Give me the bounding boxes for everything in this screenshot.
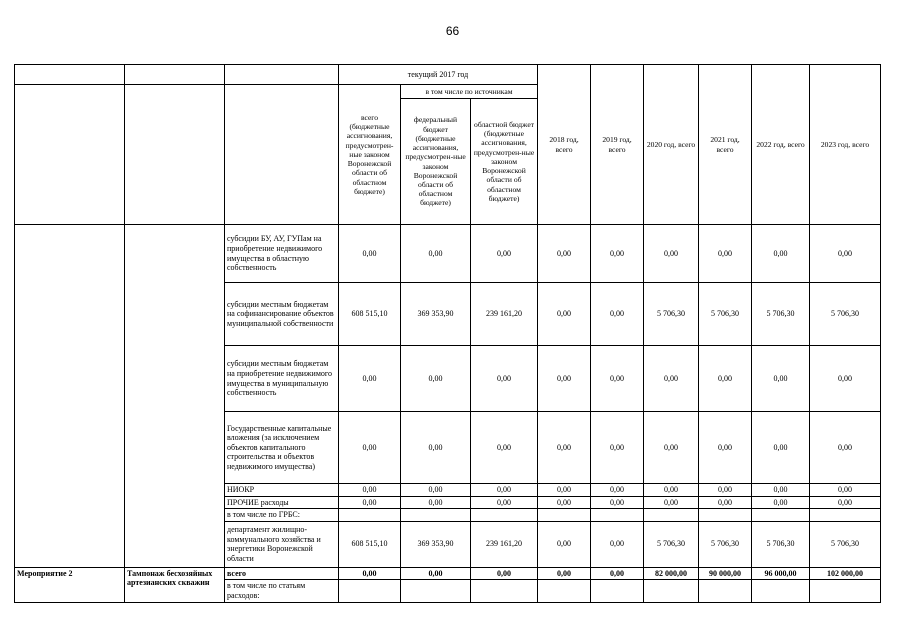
empty-cell [471, 580, 538, 602]
empty-cell [339, 509, 401, 522]
value-cell: 0,00 [401, 484, 471, 497]
value-cell: 239 161,20 [471, 521, 538, 567]
value-cell: 0,00 [538, 225, 591, 283]
year-2021-header: 2021 год, всего [699, 65, 752, 225]
empty-cell [752, 580, 810, 602]
empty-cell [401, 580, 471, 602]
empty-cell [15, 225, 125, 568]
value-cell: 0,00 [752, 412, 810, 484]
empty-cell [401, 509, 471, 522]
value-cell: 0,00 [471, 567, 538, 580]
value-cell: 5 706,30 [752, 283, 810, 346]
value-cell: 82 000,00 [644, 567, 699, 580]
row-label: субсидии БУ, АУ, ГУПам на приобретение недвижимого имущества в областную собственность [225, 225, 339, 283]
value-cell: 369 353,90 [401, 283, 471, 346]
empty-cell [752, 509, 810, 522]
value-cell: 0,00 [538, 283, 591, 346]
value-cell: 0,00 [471, 484, 538, 497]
value-cell: 0,00 [752, 225, 810, 283]
value-cell: 0,00 [752, 484, 810, 497]
empty-cell [15, 65, 125, 85]
value-cell: 0,00 [339, 484, 401, 497]
value-cell: 0,00 [810, 496, 881, 509]
value-cell: 5 706,30 [699, 283, 752, 346]
year-2020-header: 2020 год, всего [644, 65, 699, 225]
value-cell: 0,00 [538, 412, 591, 484]
value-cell: 0,00 [538, 484, 591, 497]
value-cell: 0,00 [810, 484, 881, 497]
value-cell: 0,00 [339, 346, 401, 412]
empty-cell [699, 509, 752, 522]
value-cell: 0,00 [471, 346, 538, 412]
value-cell: 0,00 [401, 225, 471, 283]
value-cell: 0,00 [538, 346, 591, 412]
value-cell: 0,00 [538, 521, 591, 567]
row-label: ПРОЧИЕ расходы [225, 496, 339, 509]
measure-name: Мероприятие 2 [15, 567, 125, 602]
value-cell: 0,00 [752, 346, 810, 412]
value-cell: 0,00 [591, 225, 644, 283]
value-cell: 0,00 [339, 225, 401, 283]
year-2022-header: 2022 год, всего [752, 65, 810, 225]
value-cell: 0,00 [339, 412, 401, 484]
value-cell: 608 515,10 [339, 521, 401, 567]
value-cell: 0,00 [591, 567, 644, 580]
value-cell: 0,00 [538, 567, 591, 580]
row-label: НИОКР [225, 484, 339, 497]
value-cell: 0,00 [699, 346, 752, 412]
empty-cell [591, 509, 644, 522]
value-cell: 0,00 [471, 496, 538, 509]
empty-cell [644, 509, 699, 522]
value-cell: 608 515,10 [339, 283, 401, 346]
value-cell: 0,00 [339, 567, 401, 580]
value-cell: 369 353,90 [401, 521, 471, 567]
value-cell: 0,00 [591, 346, 644, 412]
value-cell: 0,00 [591, 283, 644, 346]
empty-cell [339, 580, 401, 602]
value-cell: 5 706,30 [810, 283, 881, 346]
page-number: 66 [445, 24, 460, 38]
by-sources-header: в том числе по источникам [401, 85, 538, 99]
empty-cell [538, 580, 591, 602]
empty-cell [15, 85, 125, 225]
value-cell: 96 000,00 [752, 567, 810, 580]
value-cell: 0,00 [810, 412, 881, 484]
row-label: Государственные капитальные вложения (за исключением объектов капитального строительства и объектов недвижимого имущества) [225, 412, 339, 484]
value-cell: 5 706,30 [699, 521, 752, 567]
federal-budget-header: федеральный бюджет (бюджетные ассигнования, предусмотрен-ные законом Воронежской области об областном бюджете) [401, 99, 471, 225]
value-cell: 0,00 [591, 521, 644, 567]
value-cell: 0,00 [471, 412, 538, 484]
value-cell: 5 706,30 [752, 521, 810, 567]
value-cell: 0,00 [339, 496, 401, 509]
value-cell: 0,00 [699, 484, 752, 497]
value-cell: 0,00 [699, 412, 752, 484]
row-label: департамент жилищно-коммунального хозяйства и энергетики Воронежской области [225, 521, 339, 567]
value-cell: 0,00 [810, 225, 881, 283]
row-label: в том числе по ГРБС: [225, 509, 339, 522]
empty-cell [471, 509, 538, 522]
row-label: субсидии местным бюджетам на приобретение недвижимого имущества в муниципальную собственность [225, 346, 339, 412]
measure-total-row [15, 567, 881, 580]
regional-budget-header: областной бюджет (бюджетные ассигнования, предусмотрен-ные законом Воронежской области об областном бюджете) [471, 99, 538, 225]
value-cell: 5 706,30 [644, 521, 699, 567]
value-cell: 0,00 [699, 225, 752, 283]
empty-cell [125, 85, 225, 225]
value-cell: 239 161,20 [471, 283, 538, 346]
value-cell: 0,00 [591, 484, 644, 497]
value-cell: 0,00 [591, 496, 644, 509]
row-label: субсидии местным бюджетам на софинансирование объектов муниципальной собственности [225, 283, 339, 346]
value-cell: 5 706,30 [644, 283, 699, 346]
value-cell: 0,00 [752, 496, 810, 509]
year-2019-header: 2019 год, всего [591, 65, 644, 225]
empty-cell [225, 85, 339, 225]
empty-cell [225, 65, 339, 85]
year-2018-header: 2018 год, всего [538, 65, 591, 225]
empty-cell [699, 580, 752, 602]
value-cell: 0,00 [644, 484, 699, 497]
empty-cell [538, 509, 591, 522]
value-cell: 0,00 [644, 346, 699, 412]
measure-title: Тампонаж бесхозяйных артезианских скважин [125, 567, 225, 602]
empty-cell [125, 65, 225, 85]
empty-cell [125, 225, 225, 568]
value-cell: 102 000,00 [810, 567, 881, 580]
current-year-header: текущий 2017 год [339, 65, 538, 85]
value-cell: 0,00 [644, 412, 699, 484]
empty-cell [810, 580, 881, 602]
value-cell: 0,00 [401, 496, 471, 509]
value-cell: 0,00 [471, 225, 538, 283]
row-label: в том числе по статьям расходов: [225, 580, 339, 602]
value-cell: 0,00 [644, 225, 699, 283]
value-cell: 90 000,00 [699, 567, 752, 580]
empty-cell [644, 580, 699, 602]
value-cell: 0,00 [538, 496, 591, 509]
value-cell: 0,00 [810, 346, 881, 412]
value-cell: 0,00 [401, 412, 471, 484]
empty-cell [591, 580, 644, 602]
value-cell: 0,00 [644, 496, 699, 509]
value-cell: 0,00 [591, 412, 644, 484]
value-cell: 5 706,30 [810, 521, 881, 567]
row-label: всего [225, 567, 339, 580]
header-row-1 [15, 65, 881, 85]
table-row [15, 225, 881, 283]
year-2023-header: 2023 год, всего [810, 65, 881, 225]
empty-cell [810, 509, 881, 522]
total-header: всего (бюджетные ассигнования, предусмотрен-ные законом Воронежской области об областном бюджете) [339, 85, 401, 225]
value-cell: 0,00 [401, 346, 471, 412]
value-cell: 0,00 [699, 496, 752, 509]
budget-table [14, 64, 881, 603]
value-cell: 0,00 [401, 567, 471, 580]
